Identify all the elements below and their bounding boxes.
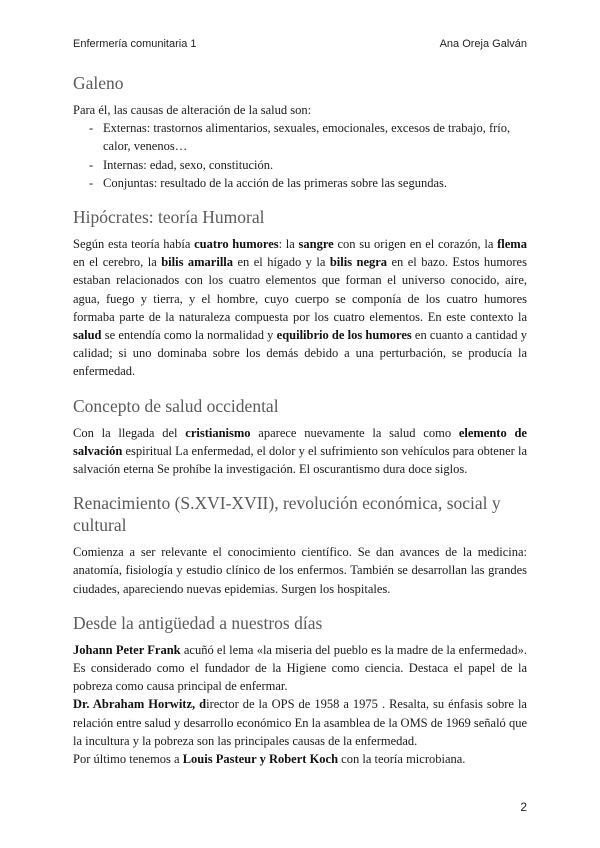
galeno-causes-list	[73, 119, 527, 192]
occidental-paragraph: Con la llegada del cristianismo aparece nuevamente la salud como elemento de salvación espiritual La enfermedad, el dolor y el sufrimiento son vehículos para obtener la salvación eterna Se prohíbe la investigación. El oscurantismo dura doce siglos.	[73, 425, 527, 477]
heading-occidental: Concepto de salud occidental	[73, 395, 279, 416]
renacimiento-paragraph: Comienza a ser relevante el conocimiento científico. Se dan avances de la medicina: anatomía, fisiología y estudio clínico de los enfermos. También se desarrollan las grandes ciudades, apareciendo nuevas epidemias. Surgen los hospitales.	[73, 545, 527, 596]
heading-antiguedad: Desde la antigüedad a nuestros días	[73, 612, 323, 633]
heading-hipocrates: Hipócrates: teoría Humoral	[73, 207, 265, 228]
horwitz-paragraph: Dr. Abraham Horwitz, director de la OPS de 1958 a 1975 . Resalta, su énfasis sobre la relación entre salud y desarrollo económico En la asamblea de la OMS de 1969 señaló que la incultura y la pobreza son las principales causas de la enfermedad.	[73, 697, 527, 748]
section-hipocrates	[73, 206, 527, 381]
header-left: Enfermería comunitaria 1	[73, 38, 197, 50]
heading-renacimiento: Renacimiento (S.XVI-XVII), revolución económica, social y cultural	[73, 493, 501, 536]
page-number: 2	[520, 800, 527, 814]
section-galeno	[73, 72, 527, 192]
galeno-intro: Para él, las causas de alteración de la salud son:	[73, 103, 312, 117]
pasteur-koch-paragraph: Por último tenemos a Louis Pasteur y Robert Koch con la teoría microbiana.	[73, 752, 466, 767]
section-occidental	[73, 395, 527, 479]
list-item: - Internas: edad, sexo, constitución.	[89, 156, 527, 174]
header-right: Ana Oreja Galván	[439, 38, 527, 50]
heading-galeno: Galeno	[73, 73, 124, 93]
list-item: - Conjuntas: resultado de la acción de las primeras sobre las segundas.	[89, 174, 527, 192]
section-antiguedad	[73, 612, 527, 768]
hipocrates-paragraph: Según esta teoría había cuatro humores: la sangre con su origen en el corazón, la flema en el cerebro, la bilis amarilla en el hígado y la bilis negra en el bazo. Estos humores estaban relacionados con los cuatro elementos que forman el universo conocido, aire, agua, fuego y tierra, y el hombre, cuyo cuerpo se componía de los cuatro humores formaba parte de la naturaleza compuesta por los cuatro elementos. En este contexto la salud se entendía como la normalidad y equilibrio de los humores en cuanto a cantidad y calidad; si uno dominaba sobre los demás debido a una perturbación, se producía la enfermedad.	[73, 237, 527, 379]
list-item: - Externas: trastornos alimentarios, sexuales, emocionales, excesos de trabajo, frío, calor, venenos…	[89, 119, 527, 155]
section-renacimiento	[73, 492, 527, 598]
frank-paragraph: Johann Peter Frank acuñó el lema «la miseria del pueblo es la madre de la enfermedad». Es considerado como el fundador de la Higiene como ciencia. Destaca el papel de la pobreza como causa principal de enfermar.	[73, 642, 527, 694]
page-content	[73, 72, 527, 782]
